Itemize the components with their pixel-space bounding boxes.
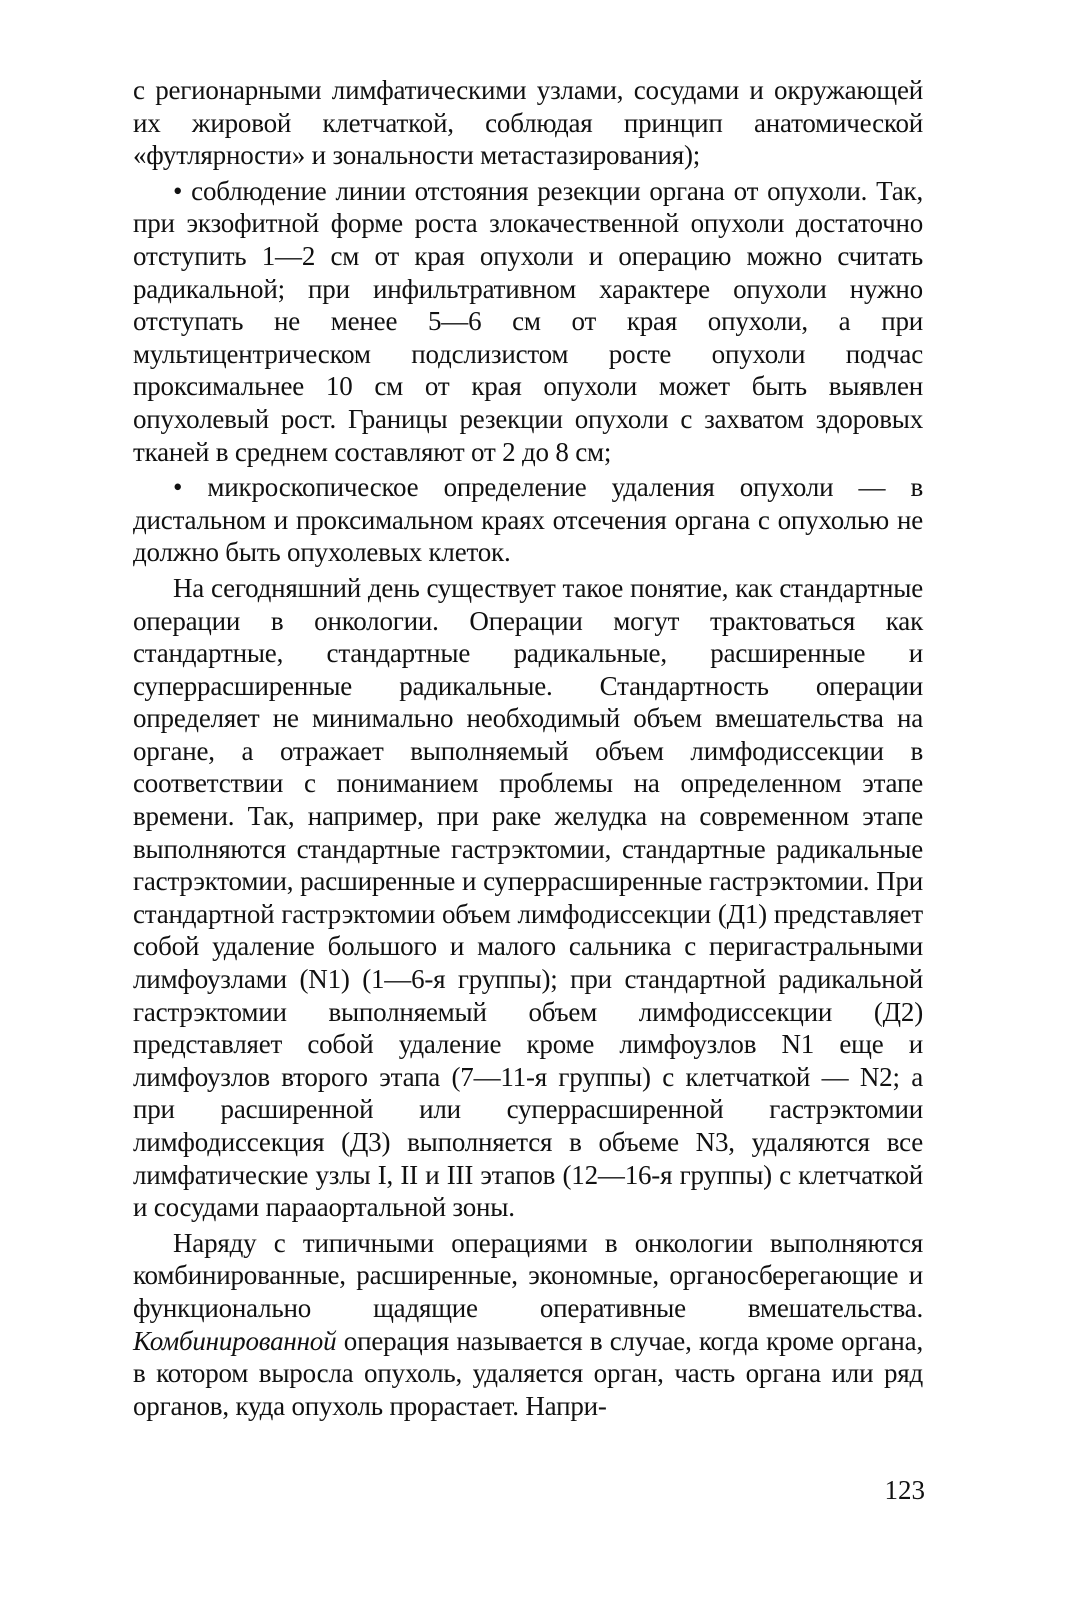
page-number: 123 <box>884 1475 925 1505</box>
paragraph-text-end: операция называется в случае, когда кроме органа, в котором выросла опухоль, удаляется орган, часть органа или ряд органов, куда опухоль прорастает. Напри- <box>133 1325 923 1421</box>
body-text <box>133 74 923 1425</box>
bullet-item-microscopic-check: • микроскопическое определение удаления опухоли — в дистальном и проксимальном краях отсечения органа с опухолью не должно быть опухолевых клеток. <box>133 472 923 568</box>
paragraph-combined-operations <box>133 1227 923 1423</box>
paragraph-text-start: Наряду с типичными операциями в онкологии выполняются комбинированные, расширенные, экономные, органосберегающие и функционально щадящие оперативные вмешательства. <box>133 1227 923 1323</box>
paragraph-continuation: с регионарными лимфатическими узлами, сосудами и окружающей их жировой клетчаткой, соблюдая принцип анатомической «футлярности» и зональности метастазирования); <box>133 75 923 171</box>
bullet-item-resection-margin: • соблюдение линии отстояния резекции органа от опухоли. Так, при экзофитной форме роста злокачественной опухоли достаточно отступить 1—2 см от края опухоли и операцию можно считать радикальной; при инфильтративном характере опухоли нужно отступать не менее 5—6 см от края опухоли, а при мультицентрическом подслизистом росте опухоли подчас проксимальнее 10 см от края опухоли может быть выявлен опухолевый рост. Границы резекции опухоли с захватом здоровых тканей в среднем составляют от 2 до 8 см; <box>133 175 923 467</box>
paragraph-standard-operations: На сегодняшний день существует такое понятие, как стандартные операции в онкологии. Операции могут трактоваться как стандартные, стандартные радикальные, расширенные и суперрасширенные радикальные. Стандартность операции определяет не минимально необходимый объем вмешательства на органе, а отражает выполняемый объем лимфодиссекции в соответствии с пониманием проблемы на определенном этапе времени. Так, например, при раке желудка на современном этапе выполняются стандартные гастрэктомии, стандартные радикальные гастрэктомии, расширенные и суперрасширенные гастрэктомии. При стандартной гастрэктомии объем лимфодиссекции (Д1) представляет собой удаление большого и малого сальника с перигастральными лимфоузлами (N1) (1—6-я группы); при стандартной радикальной гастрэктомии выполняемый объем лимфодиссекции (Д2) представляет собой удаление кроме лимфоузлов N1 еще и лимфоузлов второго этапа (7—11-я группы) с клетчаткой — N2; а при расширенной или суперрасширенной гастрэктомии лимфодиссекция (Д3) выполняется в объеме N3, удаляются все лимфатические узлы I, II и III этапов (12—16-я группы) с клетчаткой и сосудами парааортальной зоны. <box>133 572 923 1223</box>
italic-term: Комбинированной <box>133 1325 337 1356</box>
